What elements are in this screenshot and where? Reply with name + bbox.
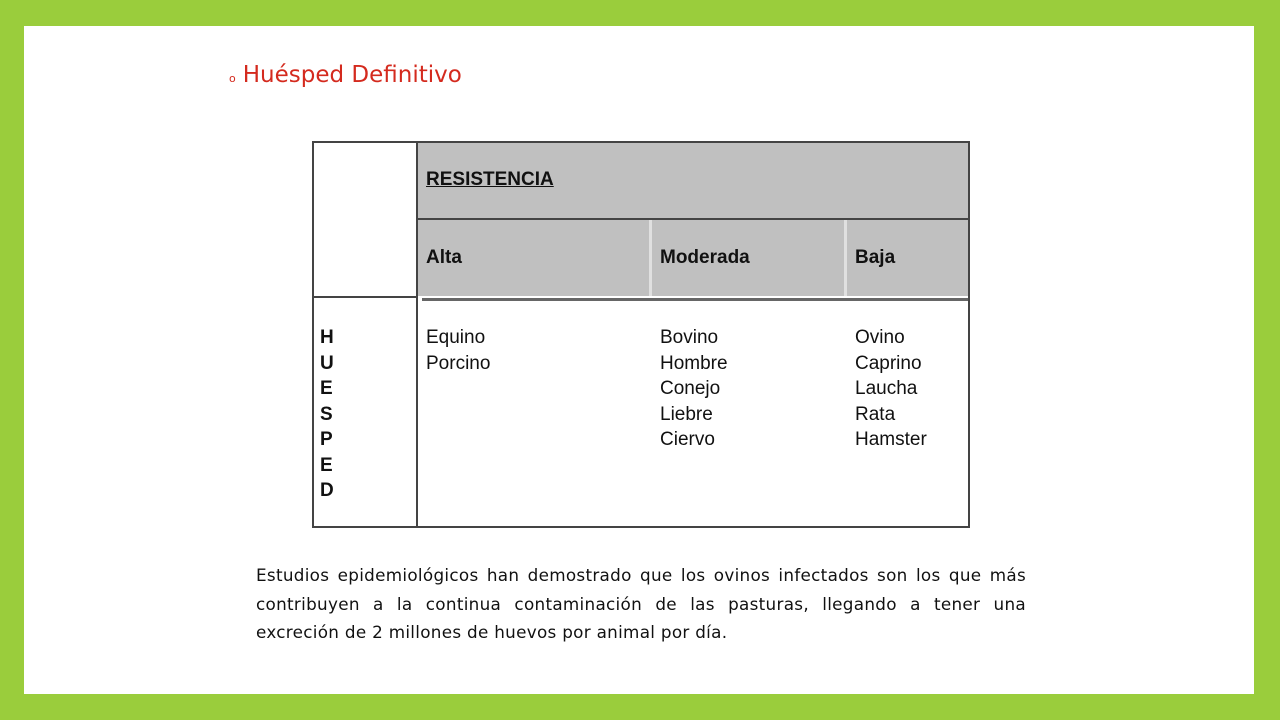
column-baja-items: [855, 325, 927, 453]
host-item: Hamster: [855, 429, 927, 450]
column-header-baja: Baja: [844, 220, 968, 296]
host-item: Equino: [426, 327, 486, 348]
host-letter: E: [320, 454, 333, 476]
empty-corner-cell: [314, 143, 416, 298]
resistance-level-header: [418, 220, 968, 296]
host-item: Ciervo: [660, 429, 715, 450]
column-header-moderada: Moderada: [649, 220, 845, 296]
resistance-header: [418, 143, 968, 220]
host-letter: P: [320, 429, 333, 450]
host-item: Conejo: [660, 378, 721, 399]
bullet-icon: o: [229, 72, 236, 85]
host-item: Liebre: [660, 403, 713, 425]
column-header-alta: Alta: [426, 247, 462, 268]
slide-title-row: [229, 62, 462, 88]
host-letter: E: [320, 378, 333, 399]
body-paragraph: Estudios epidemiológicos han demostrado que los ovinos infectados son los que más contribuyen a la continua contaminación de las pasturas, llegando a tener una excreción de 2 millones de huevos por animal por día.: [256, 565, 1026, 642]
slide-title: Huésped Definitivo: [242, 62, 462, 88]
host-letter: U: [320, 352, 334, 374]
host-item: Bovino: [660, 327, 719, 348]
resistance-table: [312, 141, 970, 528]
host-item: Caprino: [855, 352, 922, 374]
host-item: Laucha: [855, 378, 918, 399]
host-item: Porcino: [426, 352, 491, 374]
column-moderada-items: [660, 325, 728, 453]
host-item: Ovino: [855, 327, 905, 348]
host-item: Hombre: [660, 352, 728, 374]
column-alta-items: [426, 325, 490, 376]
host-vertical-label: [320, 325, 340, 504]
host-letter: S: [320, 403, 333, 425]
slide: [24, 26, 1254, 694]
row-label-column: [314, 143, 418, 526]
header-divider: [422, 298, 968, 301]
host-letter: D: [320, 480, 334, 501]
host-letter: H: [320, 327, 334, 348]
host-item: Rata: [855, 403, 896, 425]
resistance-title: RESISTENCIA: [426, 169, 554, 190]
